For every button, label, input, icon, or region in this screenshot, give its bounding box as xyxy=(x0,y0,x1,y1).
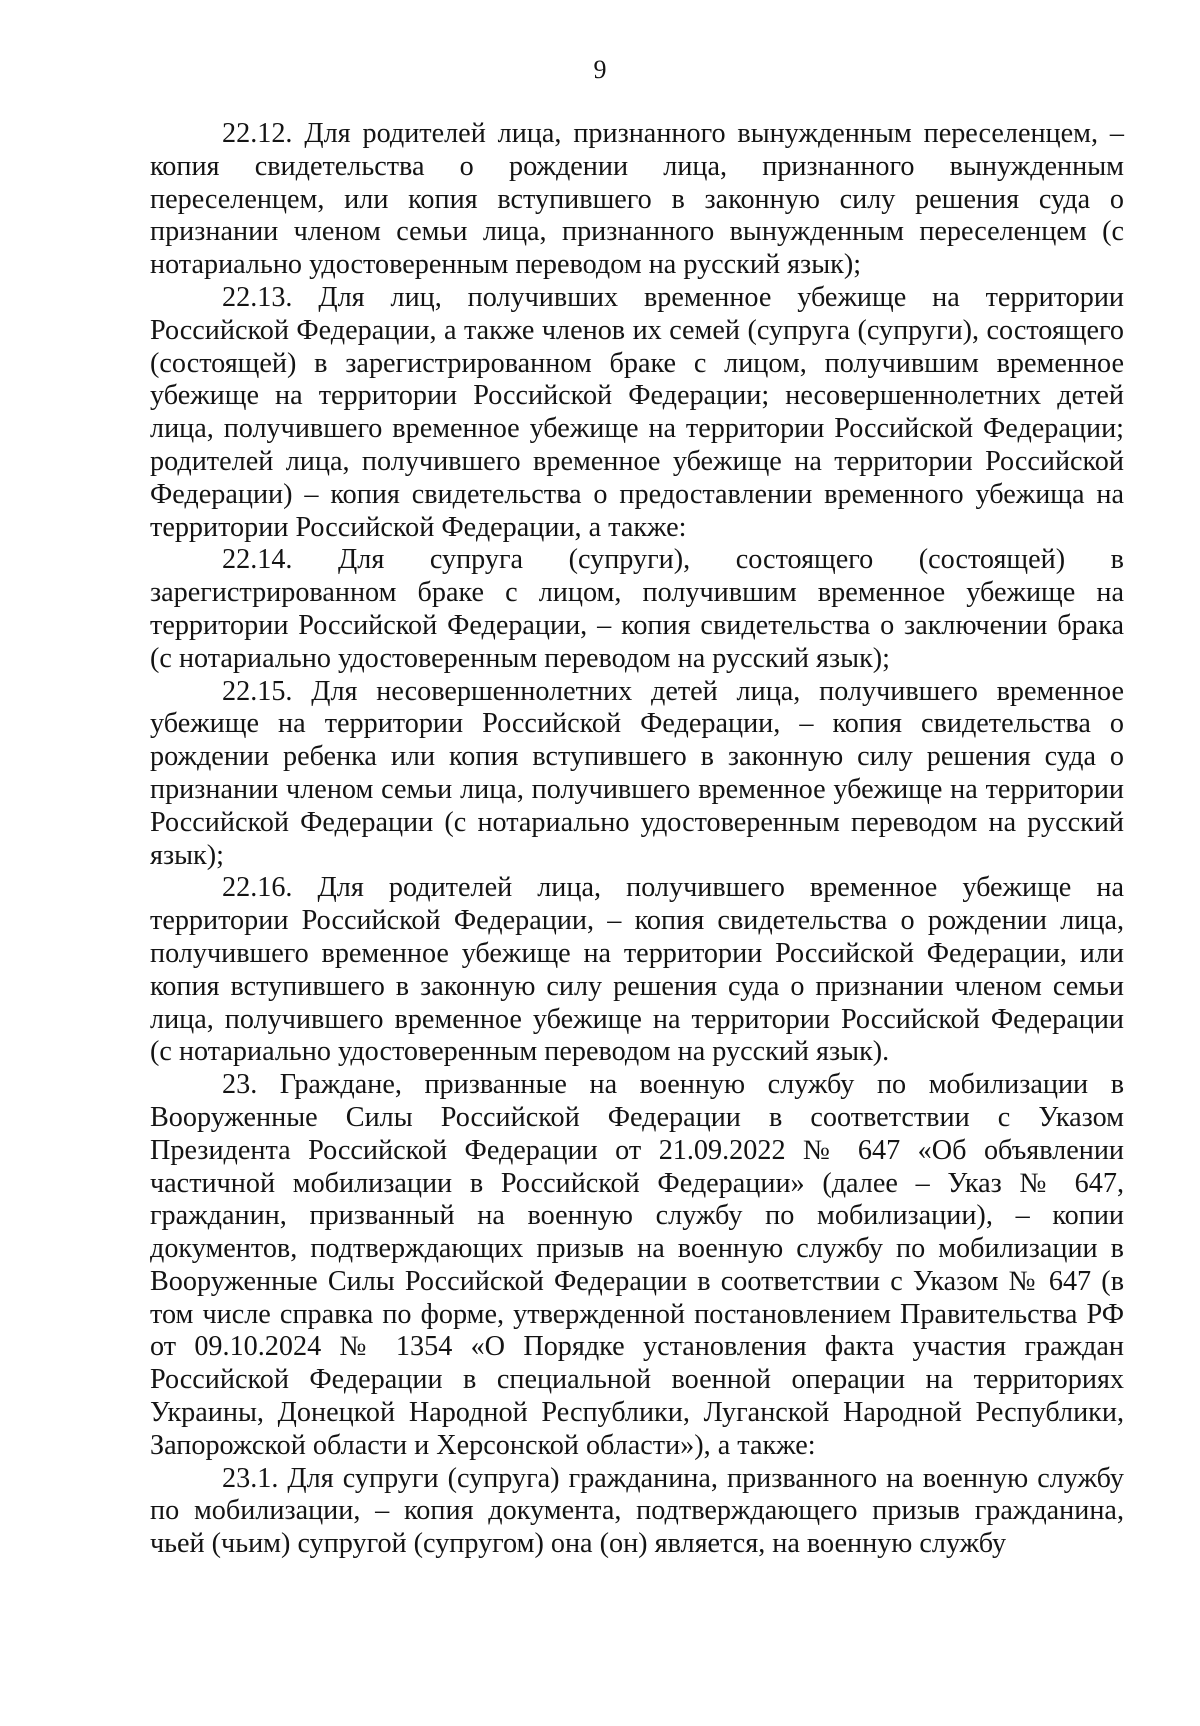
document-body xyxy=(150,118,1124,1561)
paragraph-22-16: 22.16. Для родителей лица, получившего временное убежище на территории Российской Федерации, – копия свидетельства о рождении лица, получившего временное убежище на территории Российской Федерации, или копия вступившего в законную силу решения суда о признании членом семьи лица, получившего временное убежище на территории Российской Федерации (с нотариально удостоверенным переводом на русский язык). xyxy=(150,872,1124,1068)
paragraph-22-12: 22.12. Для родителей лица, признанного вынужденным переселенцем, – копия свидетельства о рождении лица, признанного вынужденным переселенцем, или копия вступившего в законную силу решения суда о признании членом семьи лица, признанного вынужденным переселенцем (с нотариально удостоверенным переводом на русский язык); xyxy=(150,118,1124,281)
paragraph-22-13: 22.13. Для лиц, получивших временное убежище на территории Российской Федерации, а также членов их семей (супруга (супруги), состоящего (состоящей) в зарегистрированном браке с лицом, получившим временное убежище на территории Российской Федерации; несовершеннолетних детей лица, получившего временное убежище на территории Российской Федерации; родителей лица, получившего временное убежище на территории Российской Федерации) – копия свидетельства о предоставлении временного убежища на территории Российской Федерации, а также: xyxy=(150,281,1124,543)
paragraph-23-1: 23.1. Для супруги (супруга) гражданина, призванного на военную службу по мобилизации, – копия документа, подтверждающего призыв гражданина, чьей (чьим) супругой (супругом) она (он) является, на военную службу xyxy=(150,1462,1124,1560)
page-number: 9 xyxy=(593,55,607,84)
paragraph-22-14: 22.14. Для супруга (супруги), состоящего (состоящей) в зарегистрированном браке с лицом, получившим временное убежище на территории Российской Федерации, – копия свидетельства о заключении брака (с нотариально удостоверенным переводом на русский язык); xyxy=(150,544,1124,674)
paragraph-22-15: 22.15. Для несовершеннолетних детей лица, получившего временное убежище на территории Российской Федерации, – копия свидетельства о рождении ребенка или копия вступившего в законную силу решения суда о признании членом семьи лица, получившего временное убежище на территории Российской Федерации (с нотариально удостоверенным переводом на русский язык); xyxy=(150,675,1124,871)
paragraph-23: 23. Граждане, призванные на военную службу по мобилизации в Вооруженные Силы Российской Федерации в соответствии с Указом Президента Российской Федерации от 21.09.2022 № 647 «Об объявлении частичной мобилизации в Российской Федерации» (далее – Указ № 647, гражданин, призванный на военную службу по мобилизации), – копии документов, подтверждающих призыв на военную службу по мобилизации в Вооруженные Силы Российской Федерации в соответствии с Указом № 647 (в том числе справка по форме, утвержденной постановлением Правительства РФ от 09.10.2024 № 1354 «О Порядке установления факта участия граждан Российской Федерации в специальной военной операции на территориях Украины, Донецкой Народной Республики, Луганской Народной Республики, Запорожской области и Херсонской области»), а также: xyxy=(150,1069,1124,1461)
